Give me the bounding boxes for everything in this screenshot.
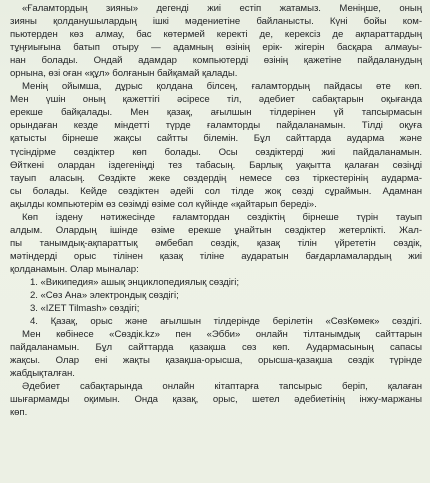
text-line: Өйткені олардан іздегеніңді тез табасың. Барлық уақытта қалаған сөзіңді — [10, 159, 422, 171]
text-line: Мен көбінесе «Сөздік.kz» пен «Эбби» онлайн тілтанымдық сайттарын — [22, 329, 422, 341]
text-line: көп. — [10, 407, 28, 419]
text-line: жабдықталған. — [10, 368, 75, 380]
list-item: 4. Қазақ, орыс және ағылшын тілдерінде берілетін «СөзКөмек» сөздігі. — [30, 316, 422, 328]
text-line: алдым. Олардың ішінде өзіме ерекше ұнайтын сөздіктер жетерлікті. Жал- — [10, 224, 422, 236]
text-line: ерекше байқалады. Мен қазақ, ағылшын тілдерінен үй тапсырмасын — [10, 107, 422, 119]
text-line: қолданамын. Олар мыналар: — [10, 263, 139, 275]
body-text — [0, 2, 430, 420]
text-line: мәтіндерді орыс тілінен қазақ тіліне аударатын бағдарламалардың жиі — [10, 250, 422, 262]
text-line: тауып аласың. Сөздікте жеке сөздердің немесе сөз тіркестерінің аударма- — [10, 172, 422, 184]
text-line: қатысты бірнеше жақсы сайтты білемін. Бұл сайттарда аударма және — [10, 133, 422, 145]
text-line: шығармамды оқимын. Онда қазақ, орыс, шетел әдебиетінің інжу-маржаны — [10, 394, 422, 406]
text-line: сы болады. Кейде сөздіктен әдейі сол тілде жоқ сөзді сұраймын. Адамнан — [10, 185, 422, 197]
list-item: 2. «Сөз Ана» электрондық сөздігі; — [30, 290, 179, 302]
text-line: пьютерден көз алмау, бас көтермей керекті де, керексіз де ақпараттардың — [10, 29, 422, 41]
text-line: зияны қолданушылардың ішкі мәдениетіне байланысты. Күні бойы ком- — [10, 16, 422, 28]
text-line: Әдебиет сабақтарында онлайн кітаптарға тапсырыс беріп, қалаған — [22, 381, 422, 393]
text-line: түсіндірме сөздіктер көп болады. Осы сөздіктерді жиі пайдаланамын. — [10, 146, 422, 158]
text-line: тұңғиығына батып отыру — адамның өзінің ерік- жігерін басқара алмауы- — [10, 42, 422, 54]
list-item: 3. «IZET Tilmash» сөздігі; — [30, 303, 140, 315]
text-line: Көп іздену нәтижесінде ғаламтордан сөздіктің бірнеше түрін тауып — [22, 211, 422, 223]
text-line: орындаған кезде міндетті түрде ғаламторды пайдаланамын. Тілді оқуға — [10, 120, 422, 132]
text-line: пы танымдық-ақпараттық әмбебап сөздік, қазақ тілін үйрететін сөздік, — [10, 237, 422, 249]
text-line: Менің ойымша, дұрыс қолдана білсең, ғаламтордың пайдасы өте көп. — [22, 81, 422, 93]
text-line: нан болады. Ондай адамдар компьютерді өзінің қажетіне пайдаланудың — [10, 55, 422, 67]
text-line: орнына, өзі оған «құл» болғанын байқамай қалады. — [10, 68, 238, 80]
text-line: «Ғаламтордың зияны» дегенді жиі естіп жатамыз. Меніңше, оның — [22, 3, 422, 14]
text-line: Мен үшін оның қажеттігі әсіресе тіл, әдебиет сабақтарын оқығанда — [10, 94, 422, 106]
text-line: жақсы. Олар ені жақты қазақша-орысша, орысша-қазақша сөздік түрінде — [10, 355, 422, 367]
list-item: 1. «Википедия» ашық энциклопедиялық сөздігі; — [30, 276, 239, 288]
text-line: пайдаланамын. Бұл сайттарда қазақша сөз көп. Аудармасының сапасы — [10, 342, 422, 354]
text-line: ақылды компьютерім өз сөзімді өзіме сол күйінде «қайтарып береді». — [10, 198, 317, 210]
